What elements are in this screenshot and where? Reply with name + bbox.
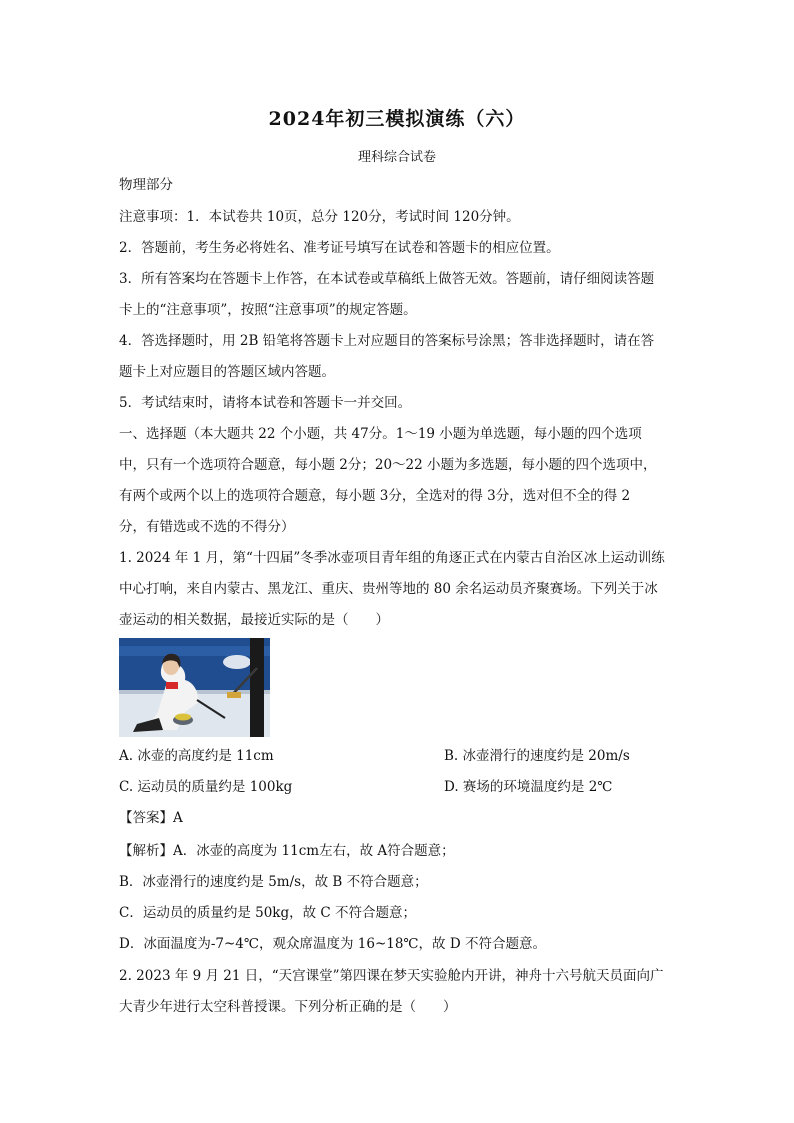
analysis-line: B．冰壶滑行的速度约是 5m/s，故 B 不符合题意； (119, 874, 428, 890)
section-label: 物理部分 (119, 177, 173, 193)
option-a: A. 冰壶的高度约是 11cm (119, 748, 274, 764)
page-subtitle: 理科综合试卷 (357, 150, 436, 165)
part-instructions: 中，只有一个选项符合题意，每小题 2分；20～22 小题为多选题，每小题的四个选项中， (119, 457, 657, 473)
option-c: C. 运动员的质量约是 100kg (119, 779, 293, 795)
part-instructions: 有两个或两个以上的选项符合题意，每小题 3分，全选对的得 3分，选对但不全的得 2 (119, 488, 631, 504)
analysis-line: D．冰面温度为-7~4℃，观众席温度为 16~18℃，故 D 不符合题意。 (119, 936, 546, 952)
analysis-line: 【解析】A．冰壶的高度为 11cm左右，故 A符合题意； (119, 843, 455, 859)
question-1-stem: 1. 2024 年 1 月，第“十四届”冬季冰壶项目青年组的角逐正式在内蒙古自治区冰上运动训练 (119, 550, 665, 566)
note-line: 5．考试结束时，请将本试卷和答题卡一并交回。 (119, 395, 412, 411)
part-instructions: 分，有错选或不选的不得分） (119, 519, 295, 535)
analysis-line: C．运动员的质量约是 50kg，故 C 不符合题意； (119, 905, 417, 921)
note-line: 3．所有答案均在答题卡上作答，在本试卷或草稿纸上做答无效。答题前，请仔细阅读答题 (119, 271, 655, 287)
option-d: D. 赛场的环境温度约是 2℃ (444, 779, 613, 795)
question-2-stem: 2. 2023 年 9 月 21 日，“天宫课堂”第四课在梦天实验舱内开讲，神舟十六号航天员面向广 (119, 968, 664, 984)
note-line: 卡上的“注意事项”，按照“注意事项”的规定答题。 (119, 302, 417, 318)
question-1-stem: 中心打响，来自内蒙古、黑龙江、重庆、贵州等地的 80 余名运动员齐聚赛场。下列关于冰 (119, 581, 658, 597)
page-title: 2024年初三模拟演练（六） (268, 108, 526, 130)
part-instructions: 一、选择题（本大题共 22 个小题，共 47分。1～19 小题为单选题，每小题的四个选项 (119, 426, 642, 442)
note-line: 题卡上对应题目的答题区域内答题。 (119, 364, 335, 380)
note-line: 4．答选择题时，用 2B 铅笔将答题卡上对应题目的答案标号涂黑；答非选择题时，请在答 (119, 333, 655, 349)
note-line: 注意事项：1．本试卷共 10页，总分 120分，考试时间 120分钟。 (119, 209, 520, 225)
question-1-stem: 壶运动的相关数据，最接近实际的是（ ） (119, 612, 389, 628)
question-2-stem: 大青少年进行太空科普授课。下列分析正确的是（ ） (119, 999, 457, 1015)
answer-label: 【答案】A (119, 810, 183, 826)
option-b: B. 冰壶滑行的速度约是 20m/s (444, 748, 630, 764)
note-line: 2．答题前，考生务必将姓名、准考证号填写在试卷和答题卡的相应位置。 (119, 240, 560, 256)
curling-athlete-photo (119, 638, 270, 737)
